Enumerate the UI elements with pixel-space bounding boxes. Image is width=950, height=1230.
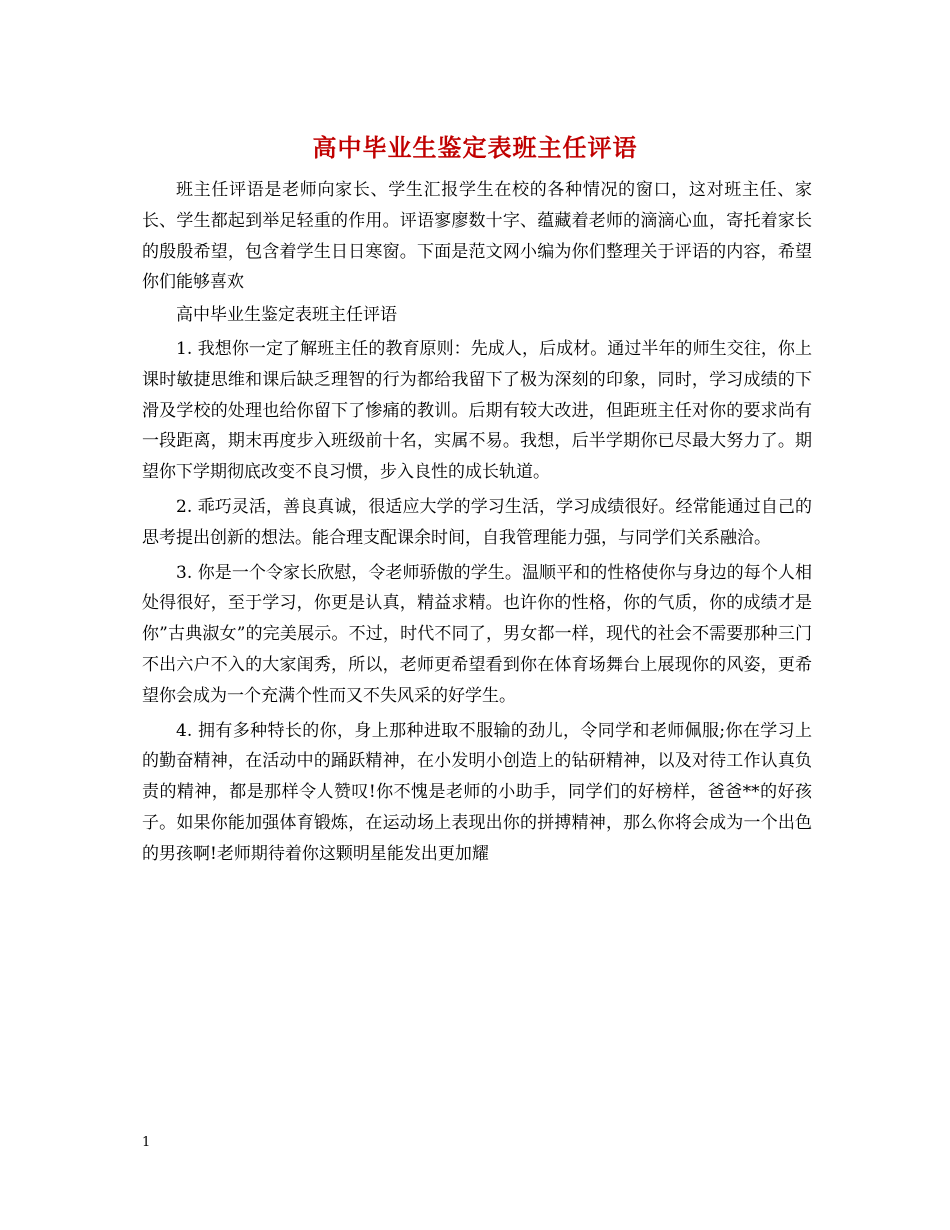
comment-paragraph-1: 1. 我想你一定了解班主任的教育原则：先成人，后成材。通过半年的师生交往，你上课时敏捷思维和课后缺乏理智的行为都给我留下了极为深刻的印象，同时，学习成绩的下滑及学校的处理也给你留下了惨痛的教训。后期有较大改进，但距班主任对你的要求尚有一段距离，期末再度步入班级前十名，实属不易。我想，后半学期你已尽最大努力了。期望你下学期彻底改变不良习惯，步入良性的成长轨道。 xyxy=(142,338,812,483)
comment-paragraph-2: 2. 乖巧灵活，善良真诚，很适应大学的学习生活，学习成绩很好。经常能通过自己的思考提出创新的想法。能合理支配课余时间，自我管理能力强，与同学们关系融洽。 xyxy=(142,496,812,548)
document-title: 高中毕业生鉴定表班主任评语 xyxy=(312,133,638,162)
intro-paragraph: 班主任评语是老师向家长、学生汇报学生在校的各种情况的窗口，这对班主任、家长、学生都起到举足轻重的作用。评语寥廖数十字、蕴藏着老师的滴滴心血，寄托着家长的殷殷希望，包含着学生日日寒窗。下面是范文网小编为你们整理关于评语的内容，希望你们能够喜欢 xyxy=(142,180,812,293)
page-number: 1 xyxy=(142,1135,151,1150)
comment-paragraph-3: 3. 你是一个令家长欣慰，令老师骄傲的学生。温顺平和的性格使你与身边的每个人相处得很好，至于学习，你更是认真，精益求精。也许你的性格，你的气质，你的成绩才是你”古典淑女”的完美展示。不过，时代不同了，男女都一样，现代的社会不需要那种三门不出六户不入的大家闺秀，所以，老师更希望看到你在体育场舞台上展现你的风姿，更希望你会成为一个充满个性而又不失风采的好学生。 xyxy=(142,562,812,706)
comment-paragraph-4: 4. 拥有多种特长的你，身上那种进取不服输的劲儿，令同学和老师佩服;你在学习上的勤奋精神，在活动中的踊跃精神，在小发明小创造上的钻研精神，以及对待工作认真负责的精神，都是那样令人赞叹!你不愧是老师的小助手，同学们的好榜样，爸爸**的好孩子。如果你能加强体育锻炼，在运动场上表现出你的拼搏精神，那么你将会成为一个出色的男孩啊!老师期待着你这颗明星能发出更加耀 xyxy=(142,720,812,864)
section-heading: 高中毕业生鉴定表班主任评语 xyxy=(176,305,397,326)
document-body xyxy=(142,175,812,870)
